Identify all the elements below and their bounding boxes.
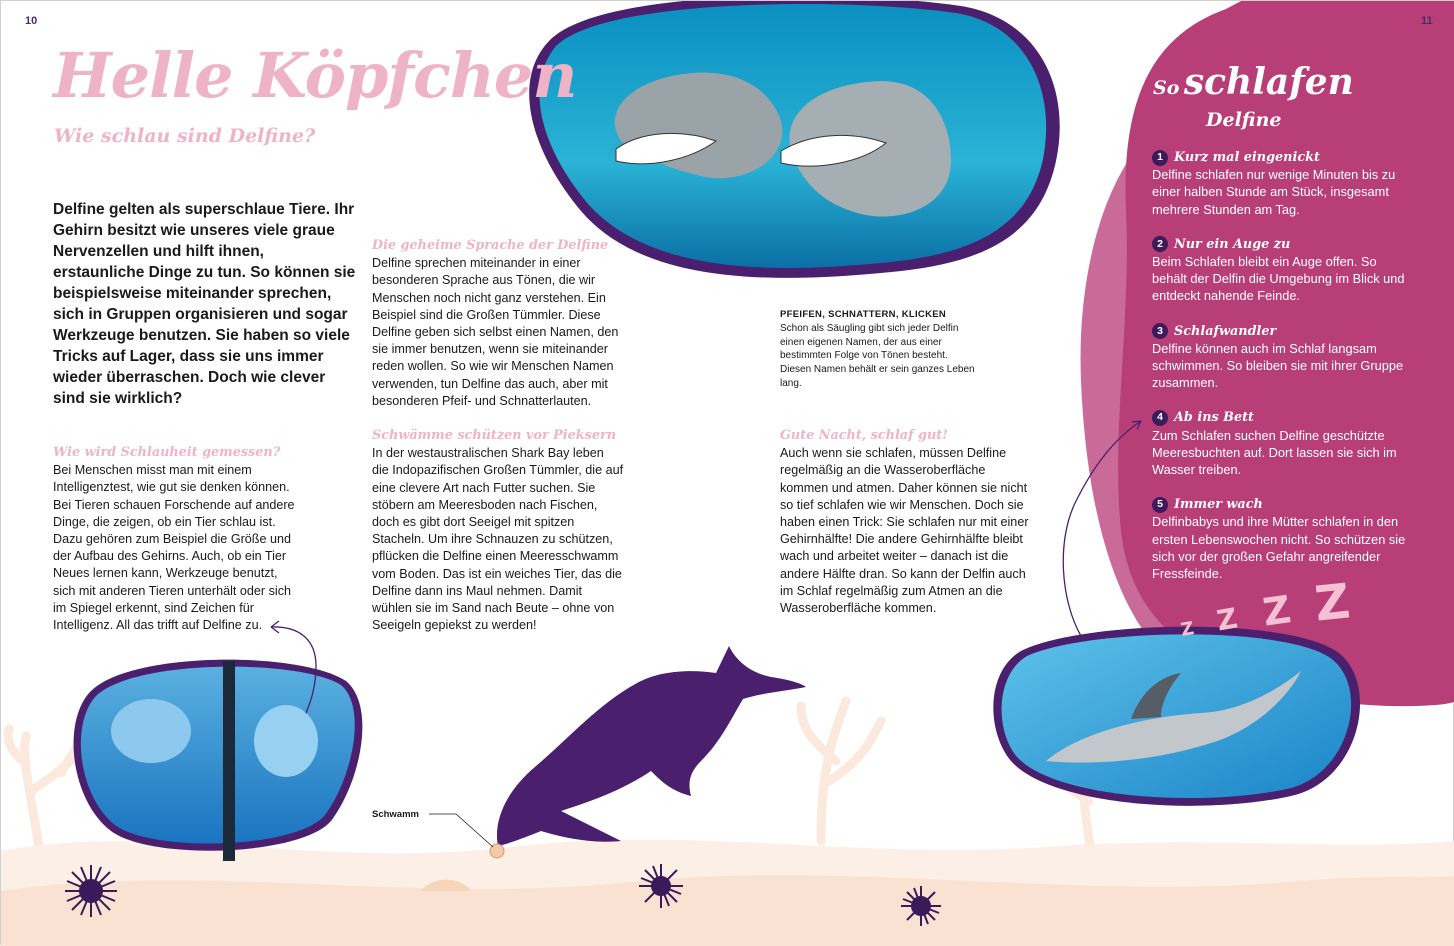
section-measure [53,444,303,650]
sleep-z-3: Z [1260,587,1294,635]
caption-title: PFEIFEN, SCHNATTERN, KLICKEN [780,309,947,320]
section-measure-text: Bei Menschen misst man mit einem Intelligenztest, wie gut sie denken können. Bei Tieren schauen Forschende auf andere Dinge, die zeigen, ob ein Tier schlau ist. Dazu gehören zum Beispiel die Größe und der Aufbau des Gehirns. Auch, ob ein Tier Neues lernen kann, Werkzeuge benutzt, sich mit anderen Tieren unterhält oder sich im Spiegel erkennt, sind Zeichen für Intelligenz. All das trifft auf Delfine zu. [53,463,295,633]
section-sponges-text: In der westaustralischen Shark Bay leben die Indopazifischen Großen Tümmler, die auf eine clevere Art nach Futter suchen. Sie stöbern am Meeresboden nach Fischen, doch es gibt dort Seeigel mit spitzen Stacheln. Um ihre Schnauzen zu schützen, pflücken die Delfine einen Meeresschwamm vom Boden. Das ist ein weiches Tier, das die Delfine dann ins Maul nehmen. Damit wühlen sie im Sand nach Beute – ohne von Seeigeln gepiekst zu werden! [372,446,624,633]
tip-text: Beim Schlafen bleibt ein Auge offen. So behält der Delfin die Umgebung im Blick und entdeckt nahende Feinde. [1152,254,1405,304]
tip-heading: Ab ins Bett [1174,410,1254,426]
tip-number-badge: 5 [1152,497,1168,513]
tip-text: Delfinbabys und ihre Mütter schlafen in den ersten Lebenswochen nicht. So schützen sie sich vor der großen Gefahr angreifender Fressfeinde. [1152,514,1406,582]
tip-heading: Immer wach [1174,497,1263,513]
tip-heading: Nur ein Auge zu [1174,236,1291,252]
sea-urchin-1 [65,865,117,917]
aquarium-frame [223,661,235,861]
sleep-z-2: Z [1214,601,1241,638]
sidebar-subtitle: Delfine [1206,109,1282,131]
sleep-tip [1152,323,1412,392]
sleep-tip [1152,149,1412,218]
caption-text: Schon als Säugling gibt sich jeder Delfin einen eigenen Namen, der aus einer bestimmten Folge von Tönen besteht. Diesen Namen behält er sein ganzes Leben lang. [780,322,975,389]
intro-text: Delfine gelten als superschlaue Tiere. Ihr Gehirn besitzt wie unseres viele graue Nervenzellen und hilft ihnen, erstaunliche Dinge zu tun. So können sie beispielsweise miteinander sprechen, sich in Gruppen organisieren und sogar Werkzeuge benutzen. Sie haben so viele Tricks auf Lager, dass sie uns immer wieder überraschen. Doch wie clever sind sie wirklich? [53,201,356,407]
tip-number-badge: 1 [1152,150,1168,166]
dolphin-aquarium-right-shape [254,705,318,777]
section-language-heading: Die geheime Sprache der Delfine [372,238,609,253]
page-number-left: 10 [25,15,38,27]
sea-urchin-2 [639,864,683,908]
sleep-tip [1152,409,1412,478]
section-measure-heading: Wie wird Schlauheit gemessen? [53,445,281,460]
sidebar-title [1153,61,1354,103]
tip-text: Zum Schlafen suchen Delfine geschützte Meeresbuchten auf. Dort lassen sie sich im Wasser treiben. [1152,427,1397,478]
sidebar-title-small: So [1153,77,1180,99]
sand-front [1,875,1454,946]
sleep-tips-list [1152,149,1412,600]
sea-urchin-3 [901,886,941,926]
section-night [780,427,1034,633]
dolphin-silhouette [497,646,806,846]
section-language [372,237,624,426]
page-title: Helle Köpfchen [53,39,577,112]
page-number-right: 11 [1421,15,1433,27]
sleep-z-1: Z [1179,618,1196,641]
coral-mid [801,701,881,841]
sleep-tip [1152,236,1412,305]
photo-caption [780,308,980,391]
sleep-tip [1152,496,1412,582]
tip-heading: Kurz mal eingenickt [1174,150,1320,165]
section-language-text: Delfine sprechen miteinander in einer besonderen Sprache aus Tönen, die wir Menschen noch nicht ganz verstehen. Ein Beispiel sind die Großen Tümmler. Diese Delfine geben sich selbst einen Namen, den sie immer benutzen, wenn sie miteinander reden wollen. So wie wir Menschen Namen verwenden, tun Delfine das auch, aber mit besonderen Pfeif- und Schnatterlauten. [372,256,619,408]
tip-number-badge: 3 [1152,323,1168,339]
section-night-text: Auch wenn sie schlafen, müssen Delfine regelmäßig an die Wasseroberfläche kommen und atmen. Daher können sie nicht so tief schlafen wie wir Menschen. Doch sie haben einen Trick: Sie schlafen nur mit einer Gehirnhälfte! Die andere Gehirnhälfte bleibt wach und arbeitet weiter – danach ist die andere Hälfte dran. So kann der Delfin auch im Schlaf regelmäßig zum Atmen an die Wasseroberfläche kommen. [780,446,1029,616]
tip-text: Delfine können auch im Schlaf langsam schwimmen. So bleiben sie mit ihrer Gruppe zusammen. [1152,340,1404,391]
sidebar-title-big: schlafen [1183,61,1354,103]
tip-number-badge: 2 [1152,236,1168,252]
sponge-label: Schwamm [372,809,419,820]
dolphin-top-left-shape [615,73,782,179]
tip-heading: Schlafwandler [1174,323,1277,339]
section-sponges [372,427,624,650]
section-sponges-heading: Schwämme schützen vor Pieksern [372,428,617,443]
page-subtitle: Wie schlau sind Delfine? [54,125,316,147]
section-night-heading: Gute Nacht, schlaf gut! [780,428,948,443]
sleep-z-4: Z [1312,573,1353,633]
dolphin-aquarium-left-shape [111,699,191,763]
tip-text: Delfine schlafen nur wenige Minuten bis zu einer halben Stunde am Stück, insgesamt mehrere Stunden am Tag. [1152,167,1396,217]
tip-number-badge: 4 [1152,410,1168,426]
